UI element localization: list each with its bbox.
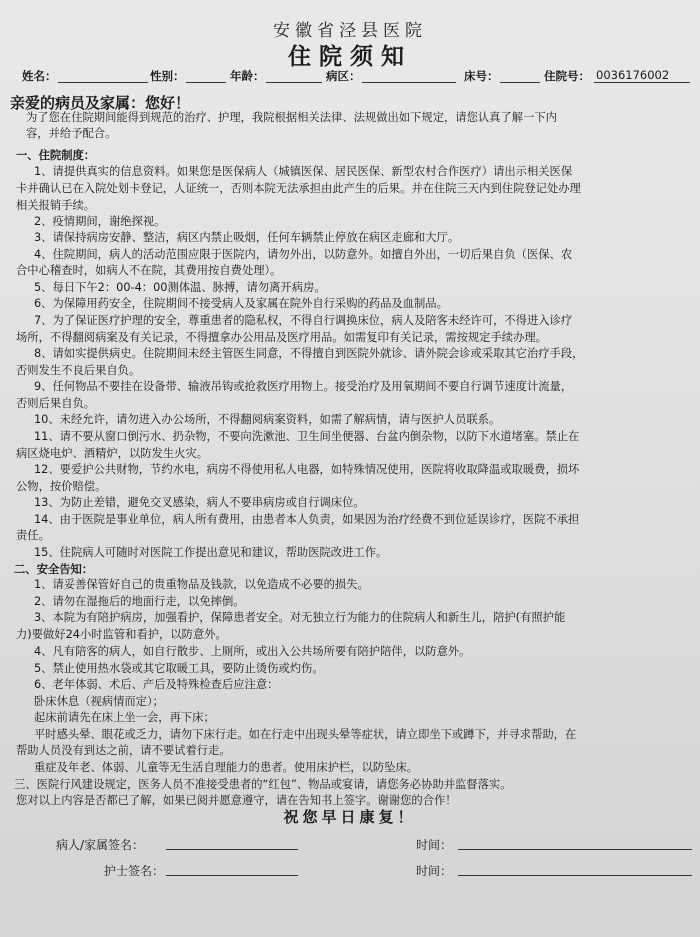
name-label: 姓名： (22, 69, 57, 83)
name-field[interactable] (58, 82, 148, 83)
closing-wish: 祝您早日康复！ (283, 808, 417, 826)
document-title: 住院须知 (288, 44, 412, 70)
admission-no-value: 0036176002 (596, 68, 670, 82)
notice-line: 4、凡有陪客的病人，如自行散步、上厕所，或出入公共场所要有陪护陪伴，以防意外。 (34, 645, 471, 658)
notice-line: 否则发生不良后果自负。 (16, 364, 141, 377)
bed-label: 床号： (464, 69, 499, 83)
patient-signature-label: 病人/家属签名： (56, 838, 145, 852)
notice-line: 1、请提供真实的信息资料。如果您是医保病人（城镇医保、居民医保、新型农村合作医疗）请出示相关医保 (34, 165, 573, 178)
notice-line: 6、为保障用药安全，住院期间不接受病人及家属在院外自行采购的药品及血制品。 (34, 297, 448, 310)
notice-line: 您对以上内容是否都已了解，如果已阅并愿意遵守，请在告知书上签字。谢谢您的合作！ (16, 794, 457, 807)
notice-line: 10、未经允许，请勿进入办公场所，不得翻阅病案资料，如需了解病情，请与医护人员联系。 (34, 413, 501, 426)
patient-signature-field[interactable] (166, 849, 298, 850)
notice-line: 6、老年体弱、术后、产后及特殊检查后应注意： (34, 678, 279, 691)
notice-line: 合中心稽查时，如病人不在院，其费用按自费处理）。 (16, 264, 282, 277)
notice-line: 卧床休息（视病情而定）； (34, 695, 164, 708)
notice-line: 帮助人员没有到达之前，请不要试着行走。 (16, 744, 231, 757)
nurse-signature-label: 护士签名： (104, 864, 165, 878)
notice-line: 13、为防止差错，避免交叉感染，病人不要串病房或自行调床位。 (34, 496, 365, 509)
notice-line: 相关报销手续。 (16, 199, 96, 212)
notice-line: 否则后果自负。 (16, 397, 96, 410)
notice-line: 2、请勿在湿拖后的地面行走，以免摔倒。 (34, 595, 245, 608)
admission-no-label: 住院号： (544, 69, 590, 83)
notice-line: 5、每日下午2：00-4：00测体温、脉搏，请勿离开病房。 (34, 281, 326, 294)
notice-line: 力)要做好24小时监管和看护，以防意外。 (16, 628, 227, 641)
notice-line: 9、任何物品不要挂在设备带、输液吊钩或抢救医疗用物上。接受治疗及用氧期间不要自行调节速度计流量， (34, 380, 573, 393)
patient-info-row (22, 68, 692, 88)
nurse-signature-field[interactable] (166, 875, 298, 876)
notice-line: 11、请不要从窗口倒污水、扔杂物，不要向洗漱池、卫生间坐便器、台盆内倒杂物，以防下水道堵塞。禁止在 (34, 430, 580, 443)
admission-no-field[interactable] (594, 82, 690, 83)
age-label: 年龄： (230, 69, 265, 83)
patient-time-label: 时间： (416, 838, 453, 852)
notice-line: 为了您在住院期间能得到规范的治疗、护理，我院根据相关法律、法规做出如下规定，请您认真了解一下内 (26, 111, 557, 124)
hospital-name: 安徽省泾县医院 (273, 21, 427, 41)
notice-line: 一、住院制度： (16, 149, 96, 162)
notice-line: 平时感头晕、眼花或乏力，请勿下床行走。如在行走中出现头晕等症状，请立即坐下或蹲下，并寻求帮助，在 (34, 728, 577, 741)
notice-line: 场所，不得翻阅病案及有关记录，不得擅拿办公用品及医疗用品。如需复印有关记录，需按规定手续办理。 (16, 331, 547, 344)
notice-line: 12、要爱护公共财物，节约水电，病房不得使用私人电器，如特殊情况使用，医院将收取降温或取暖费，损坏 (34, 463, 580, 476)
notice-line: 二、安全告知： (14, 563, 94, 576)
ward-field[interactable] (362, 82, 456, 83)
notice-line: 3、本院为有陪护病房，加强看护，保障患者安全。对无独立行为能力的住院病人和新生儿，陪护(有照护能 (34, 611, 566, 624)
notice-line: 三、医院行风建设规定，医务人员不准接受患者的“红包”、物品或宴请，请您务必协助并监督落实。 (14, 778, 512, 791)
notice-line: 公物，按价赔偿。 (16, 480, 107, 493)
notice-line: 7、为了保证医疗护理的安全，尊重患者的隐私权，不得自行调换床位，病人及陪客未经许可，不得进入诊疗 (34, 314, 573, 327)
patient-time-field[interactable] (458, 849, 692, 850)
notice-line: 责任。 (16, 529, 50, 542)
notice-line: 容，并给予配合。 (26, 127, 117, 140)
notice-line: 4、住院期间，病人的活动范围应限于医院内，请勿外出，以防意外。如擅自外出，一切后果自负（医保、农 (34, 248, 573, 261)
notice-line: 14、由于医院是事业单位，病人所有费用，由患者本人负责，如果因为治疗经费不到位延误诊疗，医院不承担 (34, 513, 580, 526)
notice-line: 2、疫情期间，谢绝探视。 (34, 215, 166, 228)
sex-label: 性别： (150, 69, 185, 83)
notice-line: 病区烧电炉、酒精炉，以防发生火灾。 (16, 447, 209, 460)
nurse-time-field[interactable] (458, 875, 692, 876)
notice-line: 卡并确认已在入院处划卡登记，人证统一，否则本院无法承担由此产生的后果。并在住院三天内到住院登记处办理 (16, 182, 581, 195)
notice-line: 5、禁止使用热水袋或其它取暖工具，要防止烫伤或灼伤。 (34, 662, 324, 675)
greeting: 亲爱的病员及家属：您好！ (10, 94, 191, 112)
ward-label: 病区： (326, 69, 361, 83)
notice-line: 8、请如实提供病史。住院期间未经主管医生同意，不得擅自到医院外就诊、请外院会诊或采取其它治疗手段， (34, 347, 584, 360)
notice-line: 重症及年老、体弱、儿童等无生活自理能力的患者。使用床护栏，以防坠床。 (34, 761, 419, 774)
sex-field[interactable] (186, 82, 226, 83)
notice-line: 3、请保持病房安静、整洁，病区内禁止吸烟，任何车辆禁止停放在病区走廊和大厅。 (34, 231, 460, 244)
notice-line: 起床前请先在床上坐一会，再下床； (34, 711, 215, 724)
nurse-time-label: 时间： (416, 864, 453, 878)
notice-line: 1、请妥善保管好自己的贵重物品及钱款，以免造成不必要的损失。 (34, 578, 369, 591)
age-field[interactable] (266, 82, 322, 83)
notice-line: 15、住院病人可随时对医院工作提出意见和建议，帮助医院改进工作。 (34, 546, 388, 559)
bed-field[interactable] (500, 82, 540, 83)
